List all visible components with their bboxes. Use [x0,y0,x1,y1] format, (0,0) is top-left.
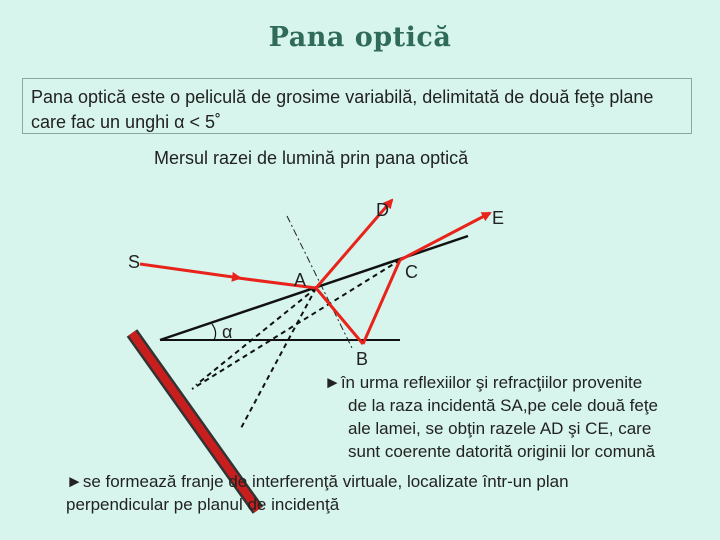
ray-SA [140,264,240,278]
ray-AB [316,288,363,344]
angle-arc [212,324,216,340]
note-line: ►se formează franje de interferenţă virtuale, localizate într-un plan [66,472,569,491]
label-D: D [376,200,389,220]
note-line: perpendicular pe planul de incidenţă [66,495,340,514]
page-title: Pana optică [268,22,452,53]
label-alpha: α [222,322,233,342]
conclusion-note [66,470,569,516]
label-C: C [405,262,418,282]
label-E: E [492,208,505,228]
ray-CE [400,213,490,260]
label-S: S [128,252,141,272]
definition-text: Pana optică este o peliculă de grosime variabilă, delimitată de două feţe plane care fac un unghi α < 5˚ [31,87,654,132]
label-B: B [356,349,369,369]
label-A: A [294,270,307,290]
note-line: sunt coerente datorită originii lor comună [348,442,656,461]
explanation-note [324,371,658,463]
diagram-subtitle: Mersul razei de lumină prin pana optică [154,148,469,168]
note-line: de la raza incidentă SA,pe cele două feţe [348,396,658,415]
note-line: ►în urma reflexiilor şi refracţiilor provenite [324,373,643,392]
note-line: ale lamei, se obţin razele AD şi CE, care [348,419,652,438]
